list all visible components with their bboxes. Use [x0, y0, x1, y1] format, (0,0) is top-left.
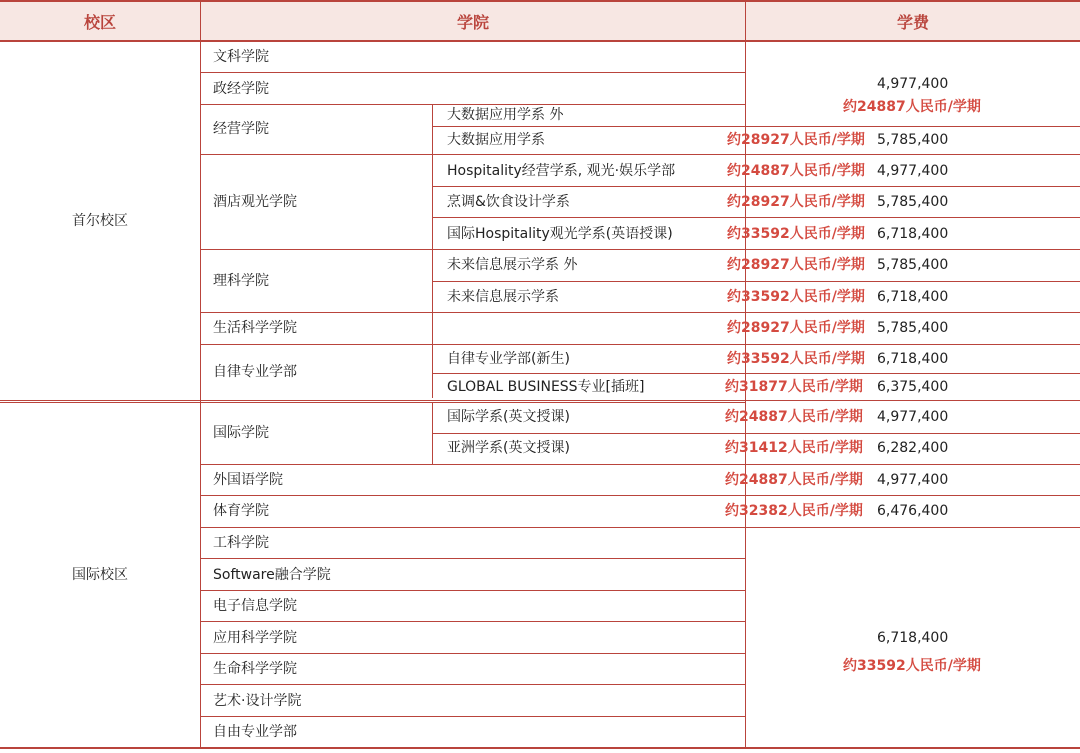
fee-krw: 5,785,400	[877, 194, 949, 210]
row-line	[432, 126, 1080, 127]
fee-rmb: 约33592人民币/学期	[843, 658, 981, 674]
fee-krw: 6,375,400	[877, 379, 949, 395]
row-line	[432, 433, 1080, 434]
row-line	[200, 72, 745, 73]
college-cell: 电子信息学院	[213, 598, 297, 614]
college-cell: 政经学院	[213, 81, 269, 97]
dept-cell: 大数据应用学系	[447, 132, 545, 148]
fee-rmb: 约33592人民币/学期	[727, 226, 865, 242]
fee-krw: 6,476,400	[877, 503, 949, 519]
college-cell: 经营学院	[213, 121, 269, 137]
college-cell: 理科学院	[213, 273, 269, 289]
dept-cell: 亚洲学系(英文授课)	[447, 440, 570, 456]
row-line	[432, 281, 1080, 282]
fee-krw: 4,977,400	[877, 472, 949, 488]
row-line	[200, 527, 1080, 528]
row-line	[200, 312, 1080, 313]
header-bottom-border	[0, 40, 1080, 42]
fee-rmb: 约28927人民币/学期	[727, 132, 865, 148]
college-cell: 外国语学院	[213, 472, 283, 488]
fee-krw: 6,718,400	[877, 351, 949, 367]
dept-cell: 未来信息展示学系 外	[447, 257, 578, 273]
fee-krw: 6,282,400	[877, 440, 949, 456]
college-cell: 自律专业学部	[213, 364, 297, 380]
row-line	[200, 653, 745, 654]
row-line	[200, 464, 1080, 465]
college-cell: 艺术·设计学院	[213, 693, 302, 709]
college-cell: 工科学院	[213, 535, 269, 551]
fee-rmb: 约31877人民币/学期	[725, 379, 863, 395]
fee-krw: 4,977,400	[877, 163, 949, 179]
dept-cell: 未来信息展示学系	[447, 289, 559, 305]
fee-rmb: 约31412人民币/学期	[725, 440, 863, 456]
header-fee: 学费	[746, 2, 1080, 40]
fee-krw: 5,785,400	[877, 257, 949, 273]
fee-krw: 6,718,400	[877, 630, 949, 646]
dept-cell: Hospitality经营学系, 观光·娱乐学部	[447, 163, 676, 179]
dept-cell: GLOBAL BUSINESS专业[插班]	[447, 379, 645, 395]
fee-rmb: 约24887人民币/学期	[725, 409, 863, 425]
row-line	[200, 558, 745, 559]
row-line	[200, 344, 1080, 345]
college-cell: 生活科学学院	[213, 320, 297, 336]
row-line	[200, 590, 745, 591]
fee-rmb: 约28927人民币/学期	[727, 320, 865, 336]
college-cell: Software融合学院	[213, 567, 331, 583]
divider-college	[745, 2, 746, 747]
fee-krw: 6,718,400	[877, 289, 949, 305]
campus-intl: 国际校区	[72, 567, 128, 583]
dept-cell: 国际学系(英文授课)	[447, 409, 570, 425]
fee-krw: 4,977,400	[877, 409, 949, 425]
college-cell: 体育学院	[213, 503, 269, 519]
table-bottom-border	[0, 747, 1080, 749]
fee-rmb: 约24887人民币/学期	[725, 472, 863, 488]
header-campus: 校区	[0, 2, 200, 40]
fee-krw: 5,785,400	[877, 132, 949, 148]
college-cell: 生命科学学院	[213, 661, 297, 677]
dept-cell: 大数据应用学系 外	[447, 107, 564, 123]
dept-cell: 国际Hospitality观光学系(英语授课)	[447, 226, 673, 242]
row-line	[200, 154, 1080, 155]
fee-krw: 4,977,400	[877, 76, 949, 92]
fee-rmb: 约28927人民币/学期	[727, 257, 865, 273]
row-line	[200, 716, 745, 717]
row-line	[432, 186, 1080, 187]
table-top-border	[0, 0, 1080, 2]
campus-seoul: 首尔校区	[72, 213, 128, 229]
fee-krw: 6,718,400	[877, 226, 949, 242]
dept-cell: 烹调&饮食设计学系	[447, 194, 570, 210]
row-line	[200, 684, 745, 685]
divider-campus	[200, 2, 201, 747]
fee-rmb: 约28927人民币/学期	[727, 194, 865, 210]
fee-rmb: 约32382人民币/学期	[725, 503, 863, 519]
fee-rmb: 约24887人民币/学期	[727, 163, 865, 179]
campus-separator	[0, 400, 1080, 401]
college-cell: 自由专业学部	[213, 724, 297, 740]
divider-dept-seoul	[432, 104, 433, 398]
college-cell: 国际学院	[213, 425, 269, 441]
row-line	[200, 249, 1080, 250]
header-college: 学院	[201, 2, 745, 40]
college-cell: 应用科学学院	[213, 630, 297, 646]
dept-cell: 自律专业学部(新生)	[447, 351, 570, 367]
fee-rmb: 约33592人民币/学期	[727, 351, 865, 367]
row-line	[432, 217, 1080, 218]
row-line	[200, 621, 745, 622]
fee-rmb: 约33592人民币/学期	[727, 289, 865, 305]
college-cell: 酒店观光学院	[213, 194, 297, 210]
campus-separator-2	[0, 402, 745, 403]
fee-rmb: 约24887人民币/学期	[843, 99, 981, 115]
row-line	[432, 373, 1080, 374]
college-cell: 文科学院	[213, 49, 269, 65]
fee-krw: 5,785,400	[877, 320, 949, 336]
row-line	[200, 495, 1080, 496]
